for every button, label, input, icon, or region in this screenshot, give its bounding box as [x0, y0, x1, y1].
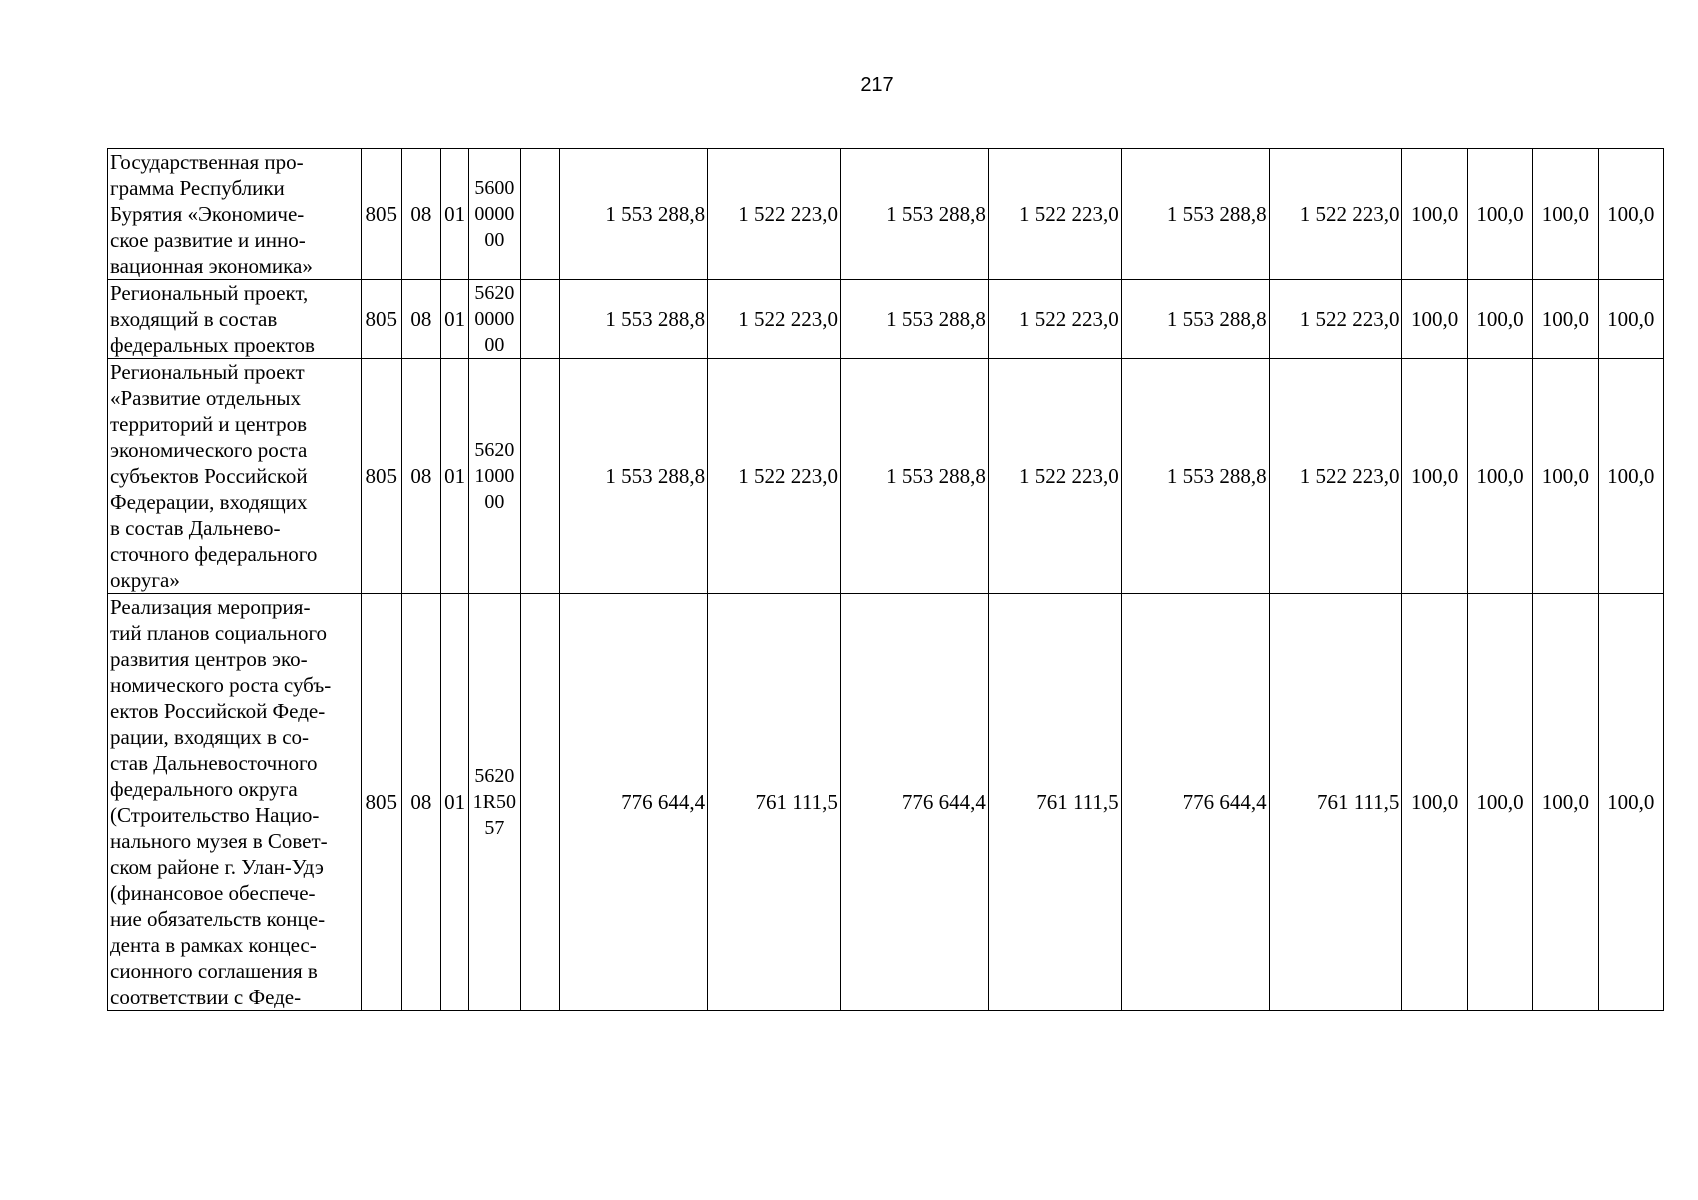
amount-4: 761 111,5 [988, 594, 1121, 1011]
percent-3: 100,0 [1533, 280, 1598, 359]
amount-5: 1 553 288,8 [1121, 280, 1269, 359]
percent-1: 100,0 [1402, 280, 1467, 359]
percent-2: 100,0 [1467, 359, 1532, 594]
subsection-code: 01 [441, 149, 469, 280]
subsection-code: 01 [441, 359, 469, 594]
percent-2: 100,0 [1467, 149, 1532, 280]
expense-type-code [520, 149, 560, 280]
amount-1: 1 553 288,8 [560, 149, 708, 280]
percent-4: 100,0 [1598, 594, 1663, 1011]
amount-3: 776 644,4 [840, 594, 988, 1011]
section-code: 08 [401, 280, 441, 359]
grbs-code: 805 [361, 149, 401, 280]
table-row [108, 280, 1664, 359]
expense-type-code [520, 359, 560, 594]
page-number: 217 [860, 74, 894, 96]
percent-4: 100,0 [1598, 280, 1663, 359]
amount-4: 1 522 223,0 [988, 359, 1121, 594]
table-row [108, 359, 1664, 594]
amount-5: 1 553 288,8 [1121, 149, 1269, 280]
amount-3: 1 553 288,8 [840, 280, 988, 359]
section-code: 08 [401, 149, 441, 280]
amount-1: 1 553 288,8 [560, 359, 708, 594]
row-name: Региональный проект, входящий в состав федеральных проектов [108, 280, 362, 359]
amount-4: 1 522 223,0 [988, 149, 1121, 280]
amount-2: 761 111,5 [708, 594, 841, 1011]
percent-1: 100,0 [1402, 149, 1467, 280]
target-article-code: 5620 0000 00 [469, 280, 520, 359]
subsection-code: 01 [441, 594, 469, 1011]
grbs-code: 805 [361, 280, 401, 359]
amount-4: 1 522 223,0 [988, 280, 1121, 359]
table-row [108, 594, 1664, 1011]
amount-6: 761 111,5 [1269, 594, 1402, 1011]
target-article-code: 5620 1R50 57 [469, 594, 520, 1011]
amount-5: 776 644,4 [1121, 594, 1269, 1011]
amount-2: 1 522 223,0 [708, 359, 841, 594]
row-name: Региональный проект «Развитие отдельных территорий и центров экономического роста субъектов Российской Федерации, входящих в состав Дальнево- сточного федерального округа» [108, 359, 362, 594]
row-name: Реализация мероприя- тий планов социального развития центров эко- номического роста субъ- ектов Российской Феде- рации, входящих в со- став Дальневосточного федерального округа (Строительство Нацио- нального музея в Совет- ском районе г. Улан-Удэ (финансовое обеспече- ние обязательств конце- дента в рамках концес- сионного соглашения в соответствии с Феде- [108, 594, 362, 1011]
percent-3: 100,0 [1533, 359, 1598, 594]
percent-4: 100,0 [1598, 359, 1663, 594]
amount-2: 1 522 223,0 [708, 149, 841, 280]
subsection-code: 01 [441, 280, 469, 359]
expense-type-code [520, 280, 560, 359]
section-code: 08 [401, 594, 441, 1011]
amount-2: 1 522 223,0 [708, 280, 841, 359]
section-code: 08 [401, 359, 441, 594]
percent-2: 100,0 [1467, 594, 1532, 1011]
budget-table [107, 148, 1664, 1011]
target-article-code: 5620 1000 00 [469, 359, 520, 594]
row-name: Государственная про- грамма Республики Бурятия «Экономиче- ское развитие и инно- вационная экономика» [108, 149, 362, 280]
percent-1: 100,0 [1402, 359, 1467, 594]
amount-3: 1 553 288,8 [840, 359, 988, 594]
percent-4: 100,0 [1598, 149, 1663, 280]
amount-6: 1 522 223,0 [1269, 280, 1402, 359]
amount-5: 1 553 288,8 [1121, 359, 1269, 594]
percent-2: 100,0 [1467, 280, 1532, 359]
percent-3: 100,0 [1533, 594, 1598, 1011]
grbs-code: 805 [361, 594, 401, 1011]
grbs-code: 805 [361, 359, 401, 594]
amount-1: 1 553 288,8 [560, 280, 708, 359]
target-article-code: 5600 0000 00 [469, 149, 520, 280]
amount-1: 776 644,4 [560, 594, 708, 1011]
percent-3: 100,0 [1533, 149, 1598, 280]
table-row [108, 149, 1664, 280]
amount-3: 1 553 288,8 [840, 149, 988, 280]
percent-1: 100,0 [1402, 594, 1467, 1011]
expense-type-code [520, 594, 560, 1011]
amount-6: 1 522 223,0 [1269, 149, 1402, 280]
amount-6: 1 522 223,0 [1269, 359, 1402, 594]
